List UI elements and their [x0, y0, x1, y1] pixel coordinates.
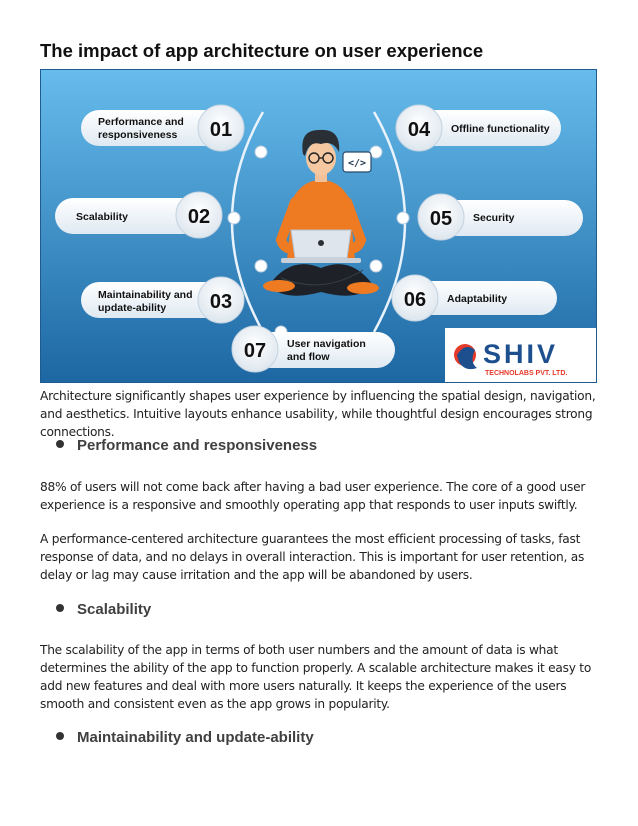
item-03 [81, 277, 244, 323]
code-badge-text: </> [347, 158, 367, 169]
item-04 [396, 105, 561, 151]
intro-paragraph: Architecture significantly shapes user experience by influencing the spatial design, navigation, and aesthetics. Intuitive layouts enhance usability, while thoughtful design encourages strong connections. [40, 389, 596, 439]
item-06 [392, 275, 557, 321]
bullet-icon [56, 440, 64, 448]
item-01-label-2: responsiveness [98, 129, 178, 141]
bullet-icon [56, 732, 64, 740]
page-title: The impact of app architecture on user experience [40, 40, 484, 61]
item-07-label-1: User navigation [287, 338, 366, 350]
item-03-number: 03 [209, 291, 233, 313]
section-heading-maintainability: Maintainability and update-ability [56, 729, 314, 746]
item-02 [55, 192, 222, 238]
item-07-label-2: and flow [287, 351, 330, 363]
item-01 [81, 105, 244, 151]
performance-paragraph-1: 88% of users will not come back after having a bad user experience. The core of a good user experience is a responsive and smoothly operating app that responds to user inputs swiftly. [40, 480, 586, 512]
item-04-number: 04 [407, 119, 431, 141]
item-05-label: Security [473, 212, 515, 224]
item-05-number: 05 [429, 208, 453, 230]
section-heading-scalability: Scalability [56, 601, 151, 618]
item-07-number: 07 [243, 340, 267, 362]
bullet-icon [56, 604, 64, 612]
scalability-paragraph-1: The scalability of the app in terms of both user numbers and the amount of data is what determines the ability of the app to function properly. A scalable architecture makes it easy to add new features and deal with more users naturally. It keeps the experience of the users smooth and consistent even as the app grows in popularity. [40, 643, 592, 711]
item-03-label-2: update-ability [98, 302, 167, 314]
item-02-number: 02 [187, 206, 211, 228]
logo-tagline: TECHNOLABS PVT. LTD. [485, 370, 568, 377]
item-05 [418, 194, 583, 240]
item-07 [232, 326, 395, 372]
item-03-label-1: Maintainability and [98, 289, 193, 301]
item-02-label: Scalability [76, 211, 128, 223]
code-badge [343, 152, 371, 172]
item-06-label: Adaptability [447, 293, 508, 305]
item-01-number: 01 [209, 119, 233, 141]
item-04-label: Offline functionality [451, 123, 550, 135]
item-06-number: 06 [403, 289, 427, 311]
logo-name: SHIV [483, 339, 559, 369]
item-01-label-1: Performance and [98, 116, 184, 128]
architecture-infographic [40, 69, 597, 383]
shiv-logo [445, 328, 596, 382]
section-heading-performance: Performance and responsiveness [56, 437, 317, 454]
performance-paragraph-2: A performance-centered architecture guarantees the most efficient processing of tasks, fast response of data, and no delays in overall interaction. This is important for user retention, as delay or lag may cause irritation and the app will be abandoned by users. [40, 532, 585, 582]
